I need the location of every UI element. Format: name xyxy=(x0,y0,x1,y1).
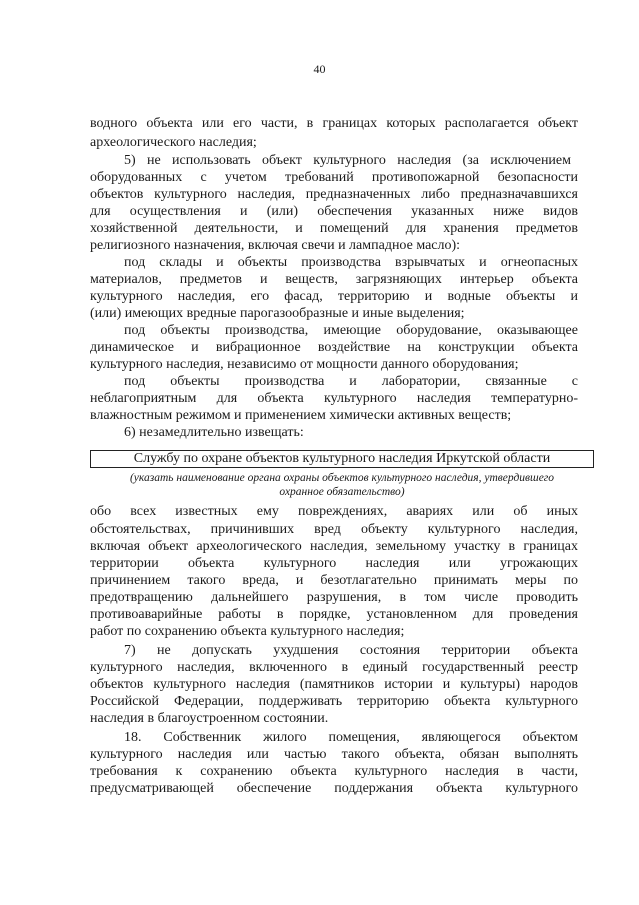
text-line: объектов культурного наследия (памятников истории и культуры) народов xyxy=(90,677,578,692)
text-line: противоаварийные работы в порядке, установленном для проведения xyxy=(90,607,578,622)
text-line: работ по сохранению объекта культурного наследия; xyxy=(90,624,405,639)
text-line: культурного наследия, его фасад, территорию и водные объекты и xyxy=(90,289,578,304)
text-line: культурного наследия, включенного в единый государственный реестр xyxy=(90,660,578,675)
text-line: для осуществления и (или) обеспечения указанных ниже видов xyxy=(90,204,578,219)
text-line: 6) незамедлительно извещать: xyxy=(124,425,304,440)
text-line: материалов, предметов и веществ, загрязняющих интерьер объекта xyxy=(90,272,578,287)
text-line: под объекты производства, имеющие оборудование, оказывающее xyxy=(124,323,578,338)
authority-note: (указать наименование органа охраны объектов культурного наследия, утвердившего xyxy=(129,472,555,484)
text-line: неблагоприятным для объекта культурного наследия температурно- xyxy=(90,391,578,406)
text-line: предотвращению дальнейшего разрушения, в том числе проводить xyxy=(90,590,578,605)
text-line: объектов культурного наследия, предназначенных либо предназначавшихся xyxy=(90,187,578,202)
text-line: влажностным режимом и применением химически активных веществ; xyxy=(90,408,512,423)
text-line: водного объекта или его части, в границах которых располагается объект xyxy=(90,116,578,131)
text-line: обстоятельствах, причинивших вред объекту культурного наследия, xyxy=(90,522,578,537)
text-line: оборудованных с учетом требований противопожарной безопасности xyxy=(90,170,578,185)
text-line: предусматривающей обеспечение поддержания объекта культурного xyxy=(90,781,578,796)
text-line: включая объект археологического наследия, земельному участку в границах xyxy=(90,539,578,554)
text-line: религиозного назначения, включая свечи и лампадное масло): xyxy=(90,238,461,253)
authority-note: охранное обязательство) xyxy=(279,486,405,498)
text-line: динамическое и вибрационное воздействие на конструкции объекта xyxy=(90,340,578,355)
text-line: Российской Федерации, поддерживать территорию объекта культурного xyxy=(90,694,578,709)
text-line: (или) имеющих вредные парогазообразные и иные выделения; xyxy=(90,306,465,321)
text-line: территории объекта культурного наследия или угрожающих xyxy=(90,556,578,571)
text-line: хозяйственной деятельности, и помещений для хранения предметов xyxy=(90,221,578,236)
page-number: 40 xyxy=(313,62,326,76)
text-line: культурного наследия или частью такого объекта, обязан выполнять xyxy=(90,747,578,762)
text-line: под склады и объекты производства взрывчатых и огнеопасных xyxy=(124,255,578,270)
text-line: археологического наследия; xyxy=(90,135,257,150)
authority-name: Службу по охране объектов культурного наследия Иркутской области xyxy=(133,451,551,466)
text-line: культурного наследия, независимо от мощности данного оборудования; xyxy=(90,357,519,372)
text-line: требования к сохранению объекта культурного наследия в части, xyxy=(90,764,578,779)
text-line: наследия в благоустроенном состоянии. xyxy=(90,711,329,726)
text-line: причинением такого вреда, и безотлагательно принимать меры по xyxy=(90,573,578,588)
text-line: 5) не использовать объект культурного наследия (за исключением xyxy=(124,153,571,168)
text-line: под объекты производства и лаборатории, связанные с xyxy=(124,374,578,389)
text-line: 7) не допускать ухудшения состояния территории объекта xyxy=(124,643,578,658)
text-line: 18. Собственник жилого помещения, являющегося объектом xyxy=(124,730,578,745)
text-line: обо всех известных ему повреждениях, авариях или об иных xyxy=(90,504,578,519)
